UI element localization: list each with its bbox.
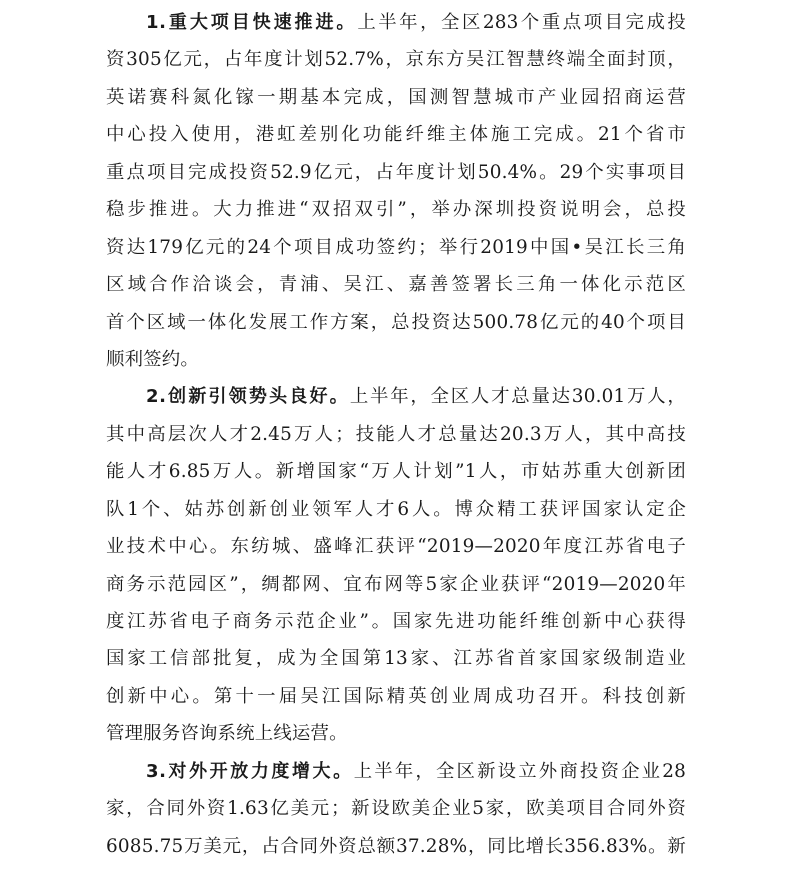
paragraph-line: 家，合同外资1.63亿美元；新设欧美企业5家，欧美项目合同外资 [106, 798, 686, 820]
paragraph-first-line [106, 753, 686, 790]
paragraph-heading: 3.对外开放力度增大。 [146, 760, 354, 782]
paragraph-line: 6085.75万美元，占合同外资总额37.28%，同比增长356.83%。新 [106, 835, 686, 857]
paragraph-innovation [106, 378, 686, 752]
paragraph-line: 英诺赛科氮化镓一期基本完成，国测智慧城市产业园招商运营 [106, 86, 686, 108]
paragraph-line: 创新中心。第十一届吴江国际精英创业周成功召开。科技创新 [106, 685, 686, 707]
paragraph-line: 中心投入使用，港虹差别化功能纤维主体施工完成。21个省市 [106, 124, 686, 146]
paragraph-line: 商务示范园区”，绸都网、宜布网等5家企业获评“2019—2020年 [106, 573, 686, 595]
paragraph-text: 上半年，全区人才总量达30.01万人， [349, 386, 686, 408]
paragraph-first-line [106, 4, 686, 41]
paragraph-line: 度江苏省电子商务示范企业”。国家先进功能纤维创新中心获得 [106, 611, 686, 632]
paragraph-major-projects [106, 4, 686, 378]
paragraph-line: 管理服务咨询系统上线运营。 [106, 723, 348, 745]
paragraph-line: 重点项目完成投资52.9亿元，占年度计划50.4%。29个实事项目 [106, 161, 686, 183]
paragraph-line: 区域合作洽谈会，青浦、吴江、嘉善签署长三角一体化示范区 [106, 274, 686, 296]
paragraph-heading: 2.创新引领势头良好。 [146, 386, 350, 408]
paragraph-line: 稳步推进。大力推进“双招双引”，举办深圳投资说明会，总投 [106, 199, 686, 221]
paragraph-heading: 1.重大项目快速推进。 [146, 12, 358, 33]
paragraph-line: 业技术中心。东纺城、盛峰汇获评“2019—2020年度江苏省电子 [106, 536, 686, 558]
paragraph-line: 能人才6.85万人。新增国家“万人计划”1人，市姑苏重大创新团 [106, 461, 686, 483]
paragraph-line: 首个区域一体化发展工作方案，总投资达500.78亿元的40个项目 [106, 311, 686, 333]
paragraph-line: 资305亿元，占年度计划52.7%，京东方吴江智慧终端全面封顶， [106, 49, 686, 71]
paragraph-line: 资达179亿元的24个项目成功签约；举行2019中国•吴江长三角 [106, 236, 686, 258]
document-body [106, 4, 686, 865]
paragraph-line: 顺利签约。 [106, 348, 199, 370]
paragraph-line: 其中高层次人才2.45万人；技能人才总量达20.3万人，其中高技 [106, 423, 686, 445]
paragraph-first-line [106, 378, 686, 415]
paragraph-opening-up [106, 753, 686, 865]
paragraph-text: 上半年，全区新设立外商投资企业28 [353, 760, 686, 782]
paragraph-line: 国家工信部批复，成为全国第13家、江苏省首家国家级制造业 [106, 648, 686, 670]
paragraph-text: 上半年，全区283个重点项目完成投 [357, 12, 686, 33]
paragraph-line: 队1个、姑苏创新创业领军人才6人。博众精工获评国家认定企 [106, 498, 686, 520]
